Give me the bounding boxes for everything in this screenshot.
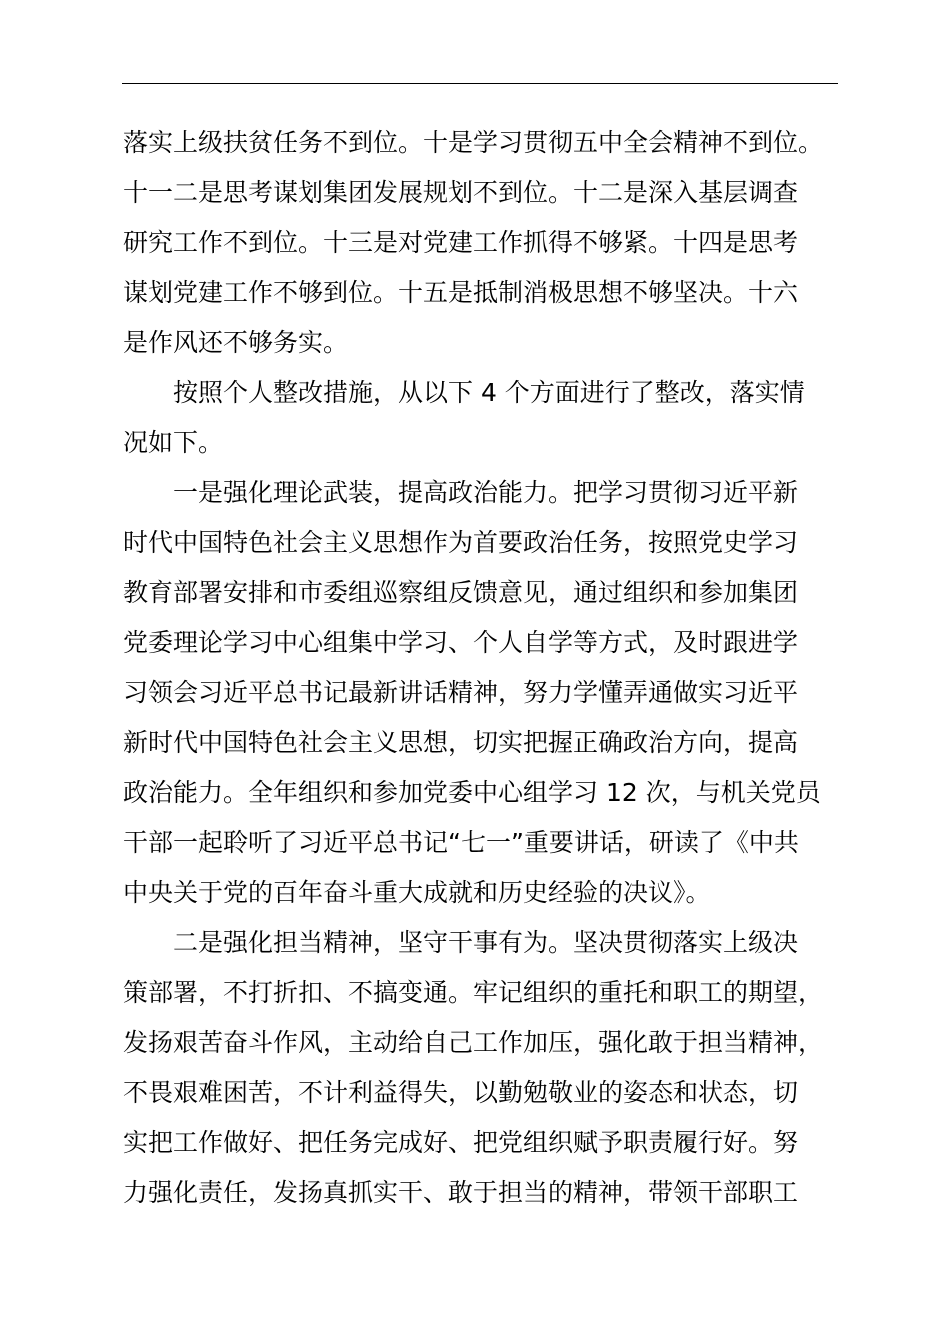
paragraph-first-line: 二是强化担当精神，坚守干事有为。坚决贯彻落实上级决 — [173, 928, 799, 957]
paragraph-first-line: 一是强化理论武装，提高政治能力。把学习贯彻习近平新 — [173, 478, 799, 507]
text-line: 十一二是思考谋划集团发展规划不到位。十二是深入基层调查 — [123, 178, 799, 207]
text-line: 实把工作做好、把任务完成好、把党组织赋予职责履行好。努 — [123, 1128, 799, 1157]
header-rule — [122, 83, 838, 84]
text-line: 新时代中国特色社会主义思想，切实把握正确政治方向，提高 — [123, 728, 799, 757]
text-line: 策部署，不打折扣、不搞变通。牢记组织的重托和职工的期望， — [123, 978, 824, 1007]
text-line: 政治能力。全年组织和参加党委中心组学习 12 次，与机关党员 — [123, 778, 821, 807]
text-line: 中央关于党的百年奋斗重大成就和历史经验的决议》。 — [123, 878, 711, 907]
text-line: 教育部署安排和市委组巡察组反馈意见，通过组织和参加集团 — [123, 578, 799, 607]
document-body — [123, 126, 863, 1226]
paragraph-first-line: 按照个人整改措施，从以下 4 个方面进行了整改，落实情 — [173, 378, 805, 407]
text-line: 不畏艰难困苦，不计利益得失，以勤勉敬业的姿态和状态，切 — [123, 1078, 799, 1107]
text-line: 况如下。 — [123, 428, 224, 457]
text-line: 落实上级扶贫任务不到位。十是学习贯彻五中全会精神不到位。 — [123, 128, 824, 157]
text-line: 干部一起聆听了习近平总书记“七一”重要讲话，研读了《中共 — [123, 828, 799, 857]
text-line: 力强化责任，发扬真抓实干、敢于担当的精神，带领干部职工 — [123, 1178, 799, 1207]
text-line: 研究工作不到位。十三是对党建工作抓得不够紧。十四是思考 — [123, 228, 799, 257]
text-line: 是作风还不够务实。 — [123, 328, 349, 357]
text-line: 时代中国特色社会主义思想作为首要政治任务，按照党史学习 — [123, 528, 799, 557]
text-line: 谋划党建工作不够到位。十五是抵制消极思想不够坚决。十六 — [123, 278, 799, 307]
text-line: 习领会习近平总书记最新讲话精神，努力学懂弄通做实习近平 — [123, 678, 799, 707]
text-line: 发扬艰苦奋斗作风，主动给自己工作加压，强化敢于担当精神， — [123, 1028, 824, 1057]
text-line: 党委理论学习中心组集中学习、个人自学等方式，及时跟进学 — [123, 628, 799, 657]
